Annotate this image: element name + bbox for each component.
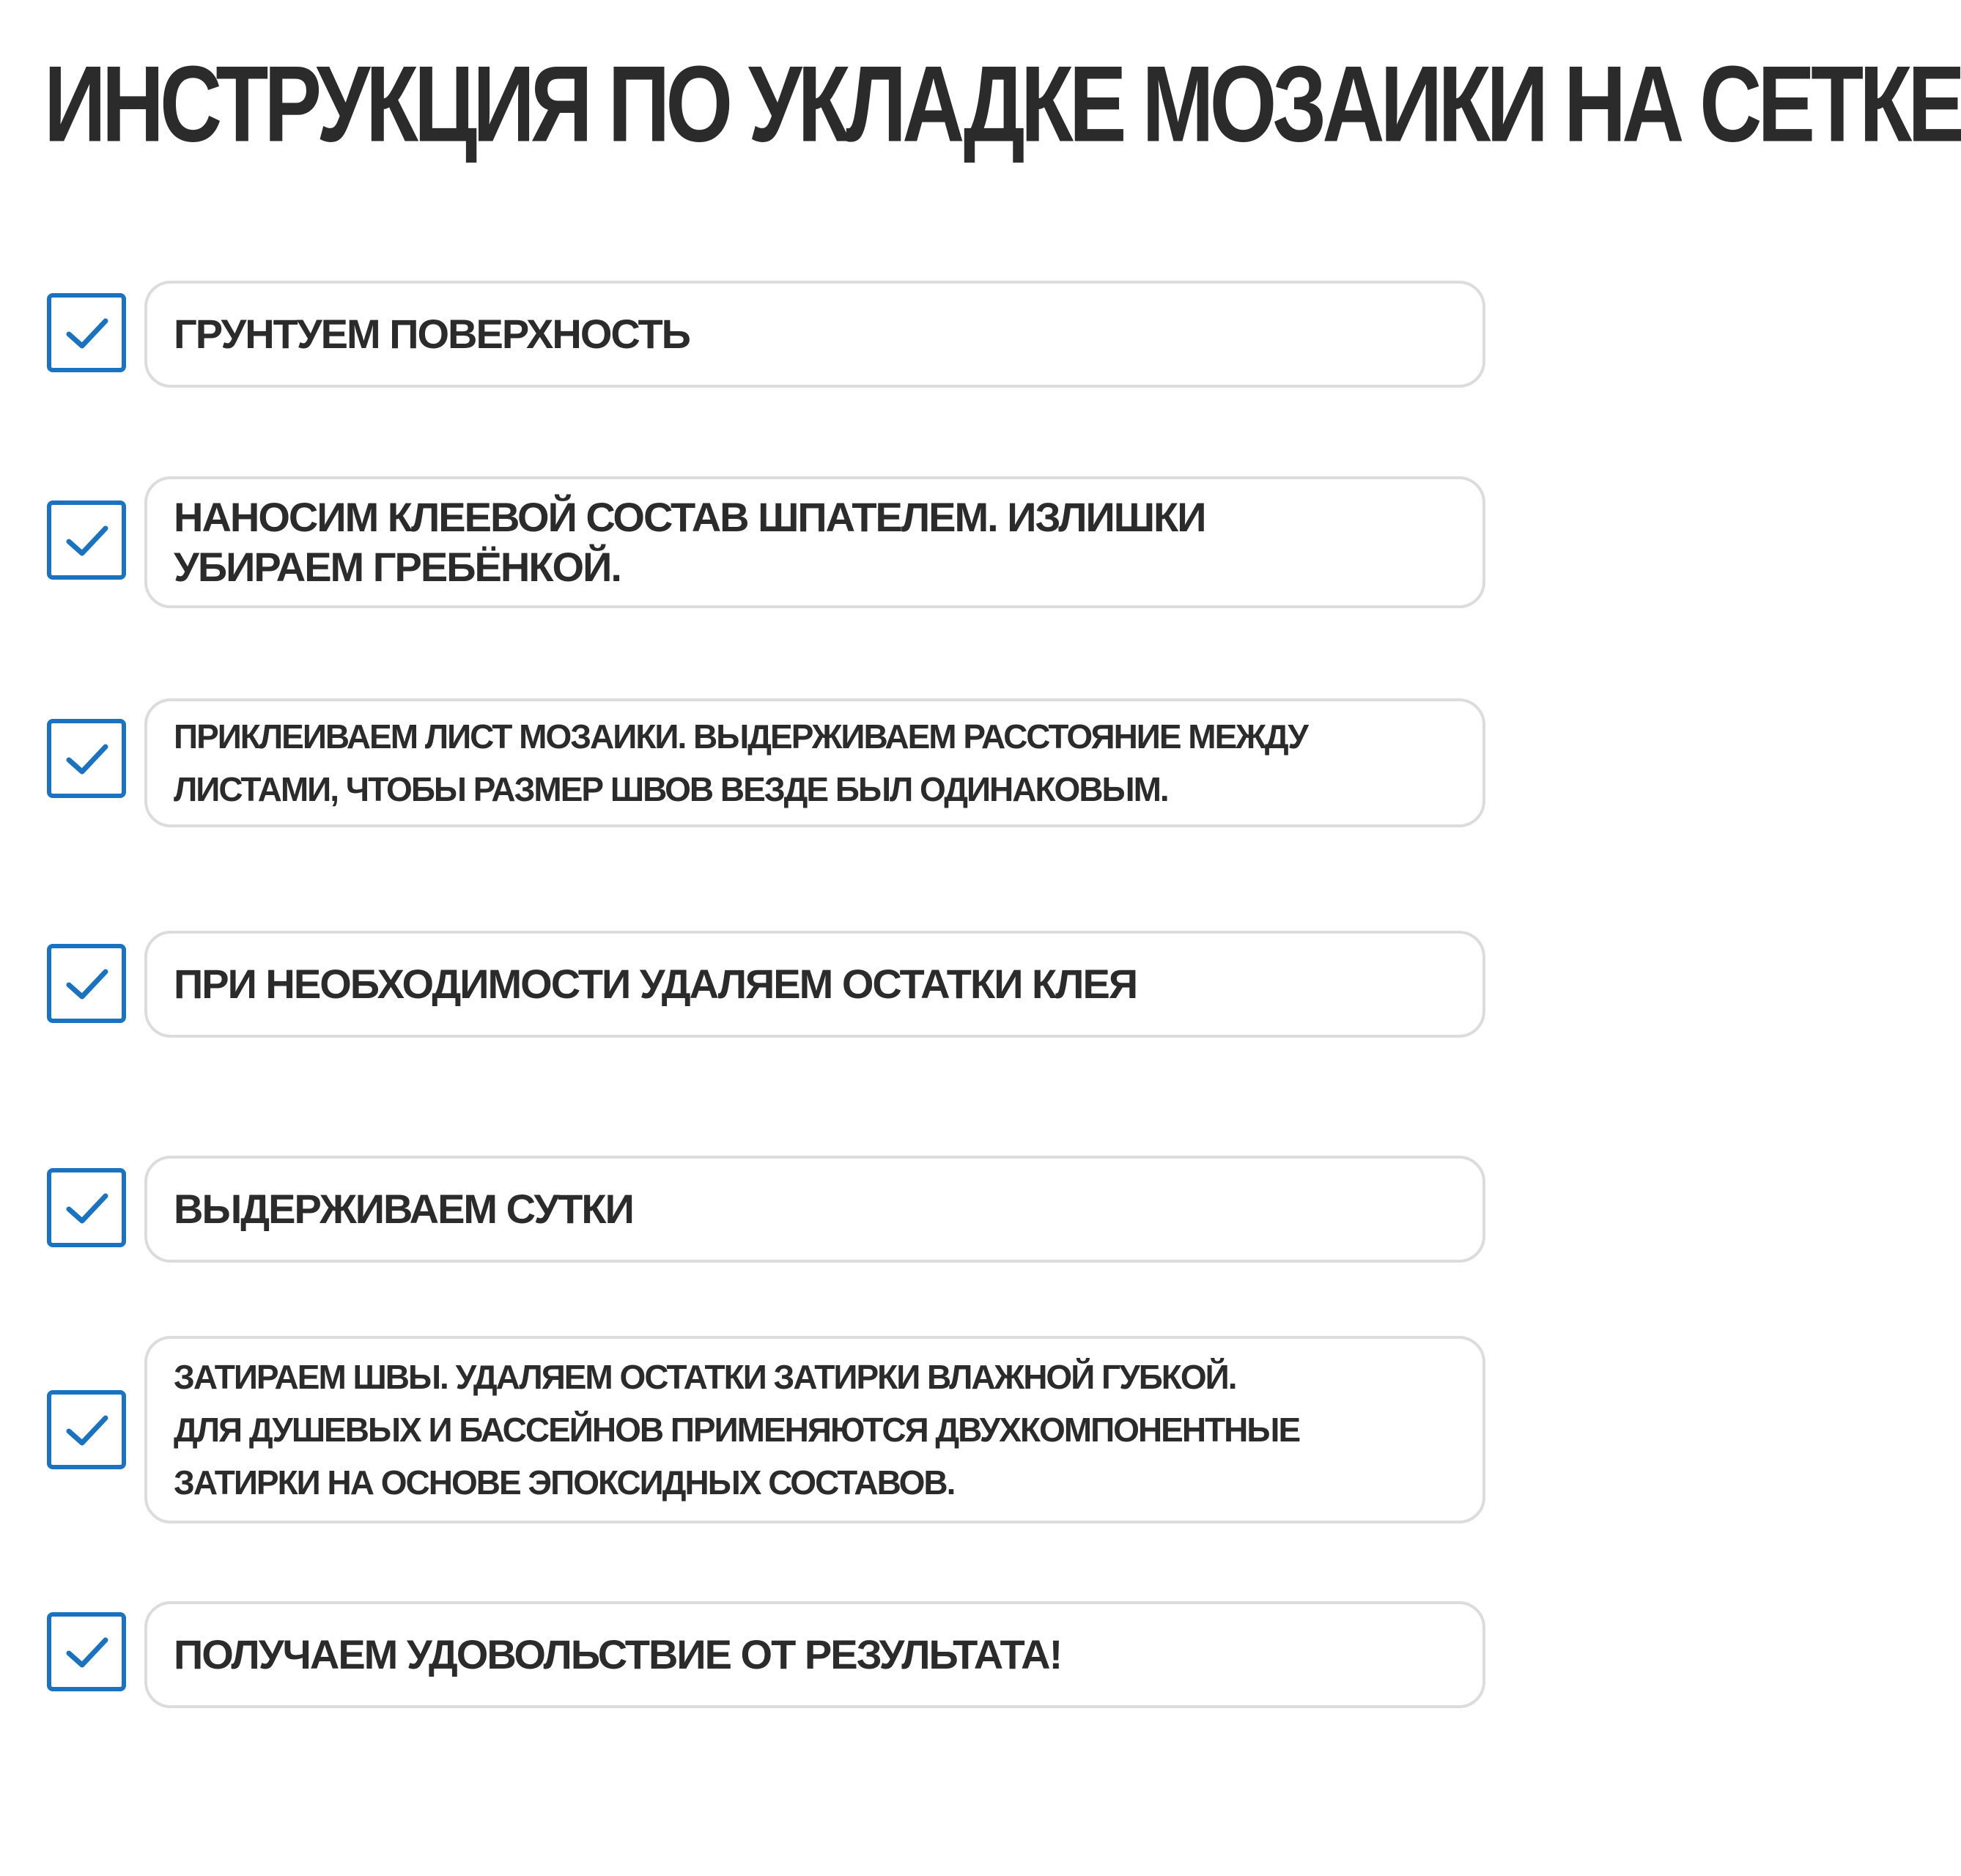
step-card: [144, 281, 1485, 388]
step-card: [144, 1336, 1485, 1524]
checkbox-checked-icon[interactable]: [47, 944, 126, 1023]
step-text: ПРИ НЕОБХОДИМОСТИ УДАЛЯЕМ ОСТАТКИ КЛЕЯ: [174, 961, 1137, 1007]
step-card: [144, 698, 1485, 827]
step-text: ПОЛУЧАЕМ УДОВОЛЬСТВИЕ ОТ РЕЗУЛЬТАТА!: [174, 1631, 1062, 1677]
step-text: ПРИКЛЕИВАЕМ ЛИСТ МОЗАИКИ. ВЫДЕРЖИВАЕМ РАССТОЯНИЕ МЕЖДУ ЛИСТАМИ, ЧТОБЫ РАЗМЕР ШВОВ ВЕЗДЕ БЫЛ ОДИНАКОВЫМ.: [174, 717, 1307, 808]
checkbox-checked-icon[interactable]: [47, 293, 126, 372]
step-card: [144, 476, 1485, 608]
step-card: [144, 1156, 1485, 1263]
checkbox-checked-icon[interactable]: [47, 1390, 126, 1469]
checkbox-checked-icon[interactable]: [47, 501, 126, 580]
step-card: [144, 931, 1485, 1038]
checkbox-checked-icon[interactable]: [47, 1168, 126, 1247]
step-text: НАНОСИМ КЛЕЕВОЙ СОСТАВ ШПАТЕЛЕМ. ИЗЛИШКИ УБИРАЕМ ГРЕБЁНКОЙ.: [174, 494, 1205, 590]
step-card: [144, 1601, 1485, 1708]
checkbox-checked-icon[interactable]: [47, 719, 126, 798]
page-title: ИНСТРУКЦИЯ ПО УКЛАДКЕ МОЗАИКИ НА СЕТКЕ: [44, 44, 1961, 165]
checkbox-checked-icon[interactable]: [47, 1612, 126, 1691]
step-text: ГРУНТУЕМ ПОВЕРХНОСТЬ: [174, 311, 690, 357]
step-text: ЗАТИРАЕМ ШВЫ. УДАЛЯЕМ ОСТАТКИ ЗАТИРКИ ВЛАЖНОЙ ГУБКОЙ. ДЛЯ ДУШЕВЫХ И БАССЕЙНОВ ПРИМЕНЯЮТСЯ ДВУХКОМПОНЕНТНЫЕ ЗАТИРКИ НА ОСНОВЕ ЭПОКСИДНЫХ СОСТАВОВ.: [174, 1358, 1300, 1502]
step-text: ВЫДЕРЖИВАЕМ СУТКИ: [174, 1186, 633, 1232]
